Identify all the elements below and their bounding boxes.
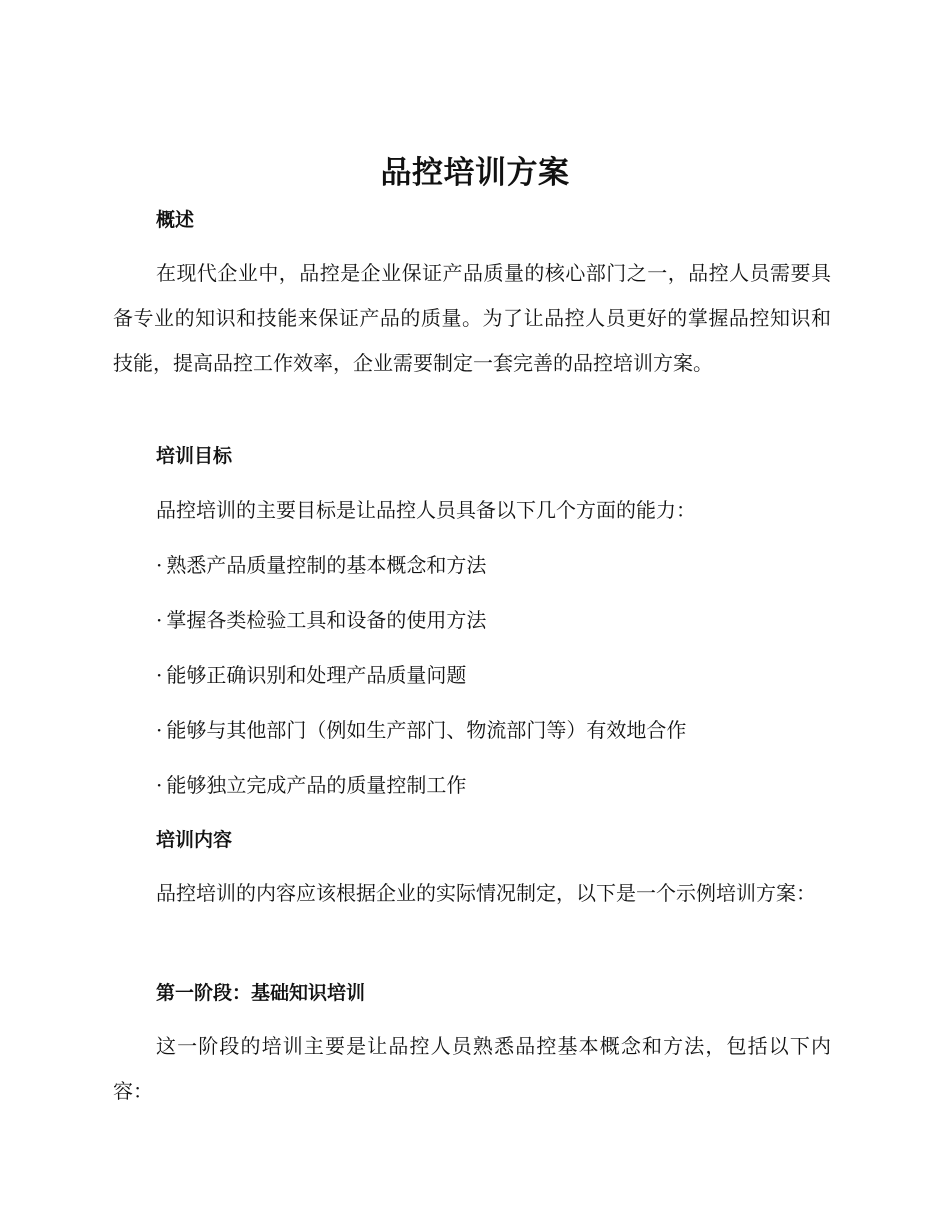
document-title: 品控培训方案 bbox=[380, 155, 570, 191]
list-item-text: 能够独立完成产品的质量控制工作 bbox=[166, 773, 467, 797]
paragraph-content: 品控培训的内容应该根据企业的实际情况制定，以下是一个示例培训方案： bbox=[156, 881, 816, 905]
bullet-dot: · bbox=[156, 663, 163, 687]
list-item bbox=[156, 551, 486, 579]
list-item-text: 能够正确识别和处理产品质量问题 bbox=[166, 663, 467, 687]
bullet-dot: · bbox=[156, 773, 163, 797]
list-item-text: 能够与其他部门（例如生产部门、物流部门等）有效地合作 bbox=[166, 718, 687, 742]
paragraph-overview: 在现代企业中，品控是企业保证产品质量的核心部门之一，品控人员需要具备专业的知识和技能来保证产品的质量。为了让品控人员更好的掌握品控知识和技能，提高品控工作效率，企业需要制定一套完善的品控培训方案。 bbox=[113, 261, 831, 375]
paragraph-goals-intro: 品控培训的主要目标是让品控人员具备以下几个方面的能力： bbox=[156, 498, 696, 522]
list-item bbox=[156, 661, 466, 689]
heading-stage1: 第一阶段：基础知识培训 bbox=[156, 982, 366, 1004]
list-item bbox=[156, 771, 466, 799]
heading-content: 培训内容 bbox=[156, 829, 233, 851]
bullet-dot: · bbox=[156, 608, 163, 632]
bullet-dot: · bbox=[156, 553, 163, 577]
list-item-text: 熟悉产品质量控制的基本概念和方法 bbox=[166, 553, 487, 577]
heading-overview: 概述 bbox=[156, 209, 195, 231]
list-item bbox=[156, 716, 686, 744]
heading-goals: 培训目标 bbox=[156, 445, 233, 467]
paragraph-stage1: 这一阶段的培训主要是让品控人员熟悉品控基本概念和方法，包括以下内容： bbox=[113, 1034, 831, 1103]
list-item-text: 掌握各类检验工具和设备的使用方法 bbox=[166, 608, 487, 632]
bullet-dot: · bbox=[156, 718, 163, 742]
list-item bbox=[156, 606, 486, 634]
